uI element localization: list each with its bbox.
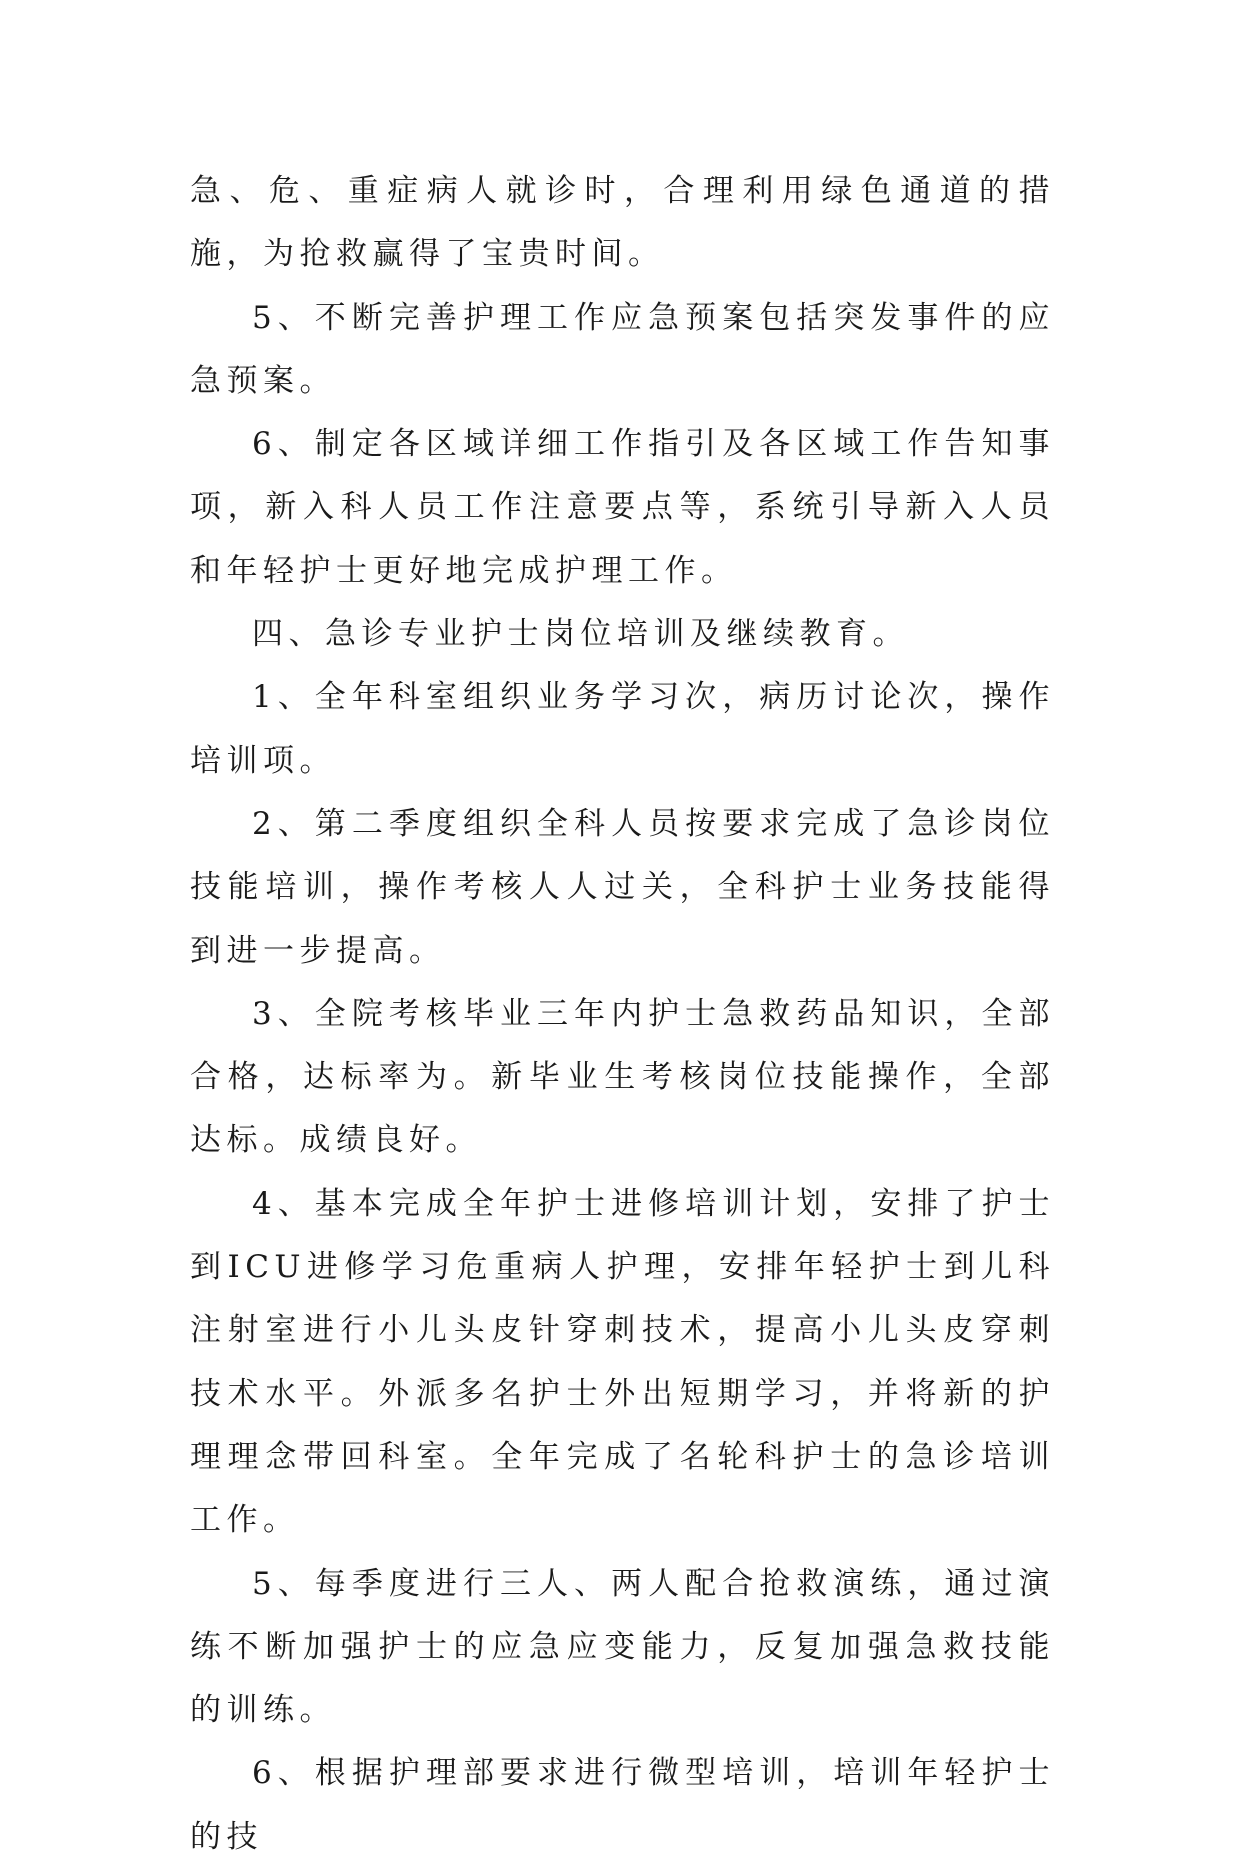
paragraph-training-3: 3、全院考核毕业三年内护士急救药品知识，全部合格，达标率为。新毕业生考核岗位技能操作，全部达标。成绩良好。: [190, 995, 1055, 1159]
paragraph-item-5-emergency-plan: 5、不断完善护理工作应急预案包括突发事件的应急预案。: [190, 299, 1055, 399]
paragraph-item-6-work-guide: 6、制定各区域详细工作指引及各区域工作告知事项，新入科人员工作注意要点等，系统引导新入人员和年轻护士更好地完成护理工作。: [190, 426, 1055, 589]
paragraph-training-6: 6、根据护理部要求进行微型培训，培训年轻护士的技: [190, 1755, 1055, 1855]
paragraph-training-2: 2、第二季度组织全科人员按要求完成了急诊岗位技能培训，操作考核人人过关，全科护士业务技能得到进一步提高。: [190, 805, 1055, 969]
paragraph-training-4: 4、基本完成全年护士进修培训计划，安排了护士到ICU进修学习危重病人护理，安排年轻护士到儿科注射室进行小儿头皮针穿刺技术，提高小儿头皮穿刺技术水平。外派多名护士外出短期学习，并将新的护理理念带回科室。全年完成了名轮科护士的急诊培训工作。: [190, 1185, 1055, 1539]
paragraph-green-channel: 急、危、重症病人就诊时，合理利用绿色通道的措施，为抢救赢得了宝贵时间。: [190, 173, 1055, 273]
paragraph-training-1: 1、全年科室组织业务学习次，病历讨论次，操作培训项。: [190, 679, 1055, 779]
document-body: [190, 160, 1055, 1869]
paragraph-training-5: 5、每季度进行三人、两人配合抢救演练，通过演练不断加强护士的应急应变能力，反复加强急救技能的训练。: [190, 1565, 1055, 1729]
section-heading-training: 四、急诊专业护士岗位培训及继续教育。: [252, 616, 909, 653]
